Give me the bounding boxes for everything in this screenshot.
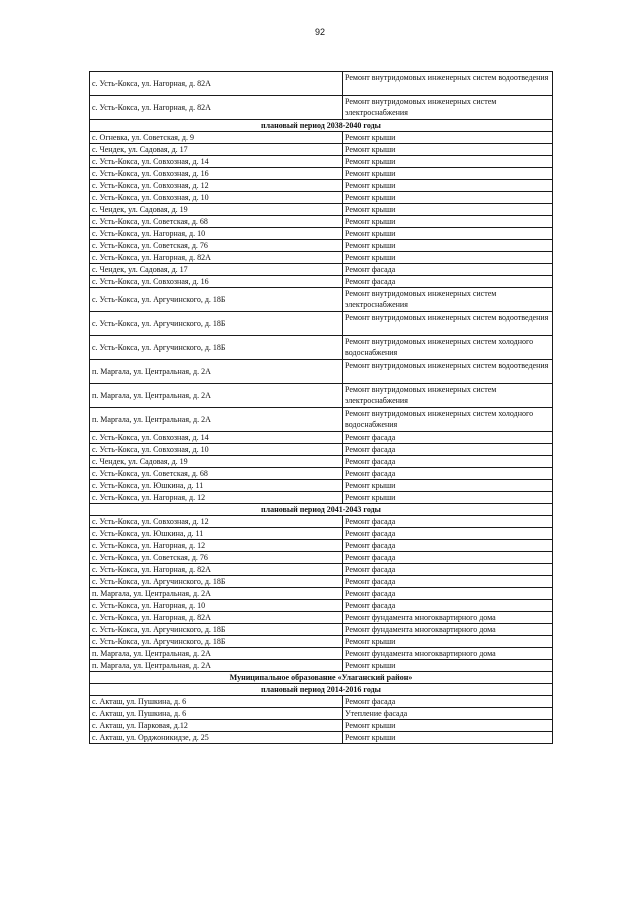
work-type-cell: Ремонт фасада <box>343 588 553 600</box>
address-cell: с. Усть-Кокса, ул. Советская, д. 68 <box>90 468 343 480</box>
work-type-cell: Ремонт внутридомовых инженерных систем электроснабжения <box>343 96 553 120</box>
work-type-cell: Ремонт фасада <box>343 528 553 540</box>
table-row <box>90 72 553 96</box>
table-row <box>90 288 553 312</box>
address-cell: с. Усть-Кокса, ул. Совхозная, д. 16 <box>90 276 343 288</box>
table-row <box>90 336 553 360</box>
address-cell: с. Усть-Кокса, ул. Нагорная, д. 82А <box>90 612 343 624</box>
table-row <box>90 636 553 648</box>
repair-works-table <box>89 71 553 744</box>
table-row <box>90 228 553 240</box>
table-row <box>90 564 553 576</box>
address-cell: с. Чендек, ул. Садовая, д. 19 <box>90 204 343 216</box>
address-cell: п. Маргала, ул. Центральная, д. 2А <box>90 360 343 384</box>
address-cell: с. Усть-Кокса, ул. Советская, д. 76 <box>90 240 343 252</box>
table-row <box>90 444 553 456</box>
address-cell: с. Усть-Кокса, ул. Нагорная, д. 12 <box>90 540 343 552</box>
table-row <box>90 408 553 432</box>
work-type-cell: Ремонт фасада <box>343 576 553 588</box>
work-type-cell: Ремонт внутридомовых инженерных систем водоотведения <box>343 312 553 336</box>
address-cell: с. Усть-Кокса, ул. Советская, д. 68 <box>90 216 343 228</box>
work-type-cell: Ремонт крыши <box>343 732 553 744</box>
table-body <box>90 72 553 744</box>
table-row <box>90 528 553 540</box>
work-type-cell: Ремонт крыши <box>343 144 553 156</box>
work-type-cell: Ремонт внутридомовых инженерных систем электроснабжения <box>343 384 553 408</box>
table-row <box>90 708 553 720</box>
table-row <box>90 660 553 672</box>
table-row <box>90 96 553 120</box>
table-row <box>90 540 553 552</box>
work-type-cell: Ремонт фасада <box>343 432 553 444</box>
table-row <box>90 588 553 600</box>
address-cell: с. Чендек, ул. Садовая, д. 17 <box>90 264 343 276</box>
work-type-cell: Ремонт фасада <box>343 696 553 708</box>
address-cell: с. Усть-Кокса, ул. Юшкина, д. 11 <box>90 528 343 540</box>
section-title: Муниципальное образование «Улаганский район» <box>90 672 553 684</box>
work-type-cell: Ремонт крыши <box>343 228 553 240</box>
address-cell: с. Акташ, ул. Пушкина, д. 6 <box>90 696 343 708</box>
table-row <box>90 156 553 168</box>
work-type-cell: Ремонт крыши <box>343 480 553 492</box>
work-type-cell: Ремонт крыши <box>343 636 553 648</box>
address-cell: с. Усть-Кокса, ул. Нагорная, д. 82А <box>90 564 343 576</box>
address-cell: с. Усть-Кокса, ул. Юшкина, д. 11 <box>90 480 343 492</box>
address-cell: с. Усть-Кокса, ул. Совхозная, д. 12 <box>90 180 343 192</box>
address-cell: п. Маргала, ул. Центральная, д. 2А <box>90 660 343 672</box>
section-header-row <box>90 504 553 516</box>
address-cell: с. Усть-Кокса, ул. Аргучинского, д. 18Б <box>90 336 343 360</box>
table-row <box>90 360 553 384</box>
section-header-row <box>90 120 553 132</box>
table-row <box>90 384 553 408</box>
table-row <box>90 468 553 480</box>
section-title: плановый период 2041-2043 годы <box>90 504 553 516</box>
work-type-cell: Ремонт крыши <box>343 492 553 504</box>
address-cell: с. Усть-Кокса, ул. Аргучинского, д. 18Б <box>90 636 343 648</box>
table-row <box>90 516 553 528</box>
work-type-cell: Ремонт фасада <box>343 540 553 552</box>
work-type-cell: Ремонт фасада <box>343 276 553 288</box>
work-type-cell: Ремонт фундамента многоквартирного дома <box>343 648 553 660</box>
work-type-cell: Ремонт фасада <box>343 600 553 612</box>
section-header-row <box>90 684 553 696</box>
address-cell: п. Маргала, ул. Центральная, д. 2А <box>90 384 343 408</box>
table-row <box>90 552 553 564</box>
address-cell: с. Усть-Кокса, ул. Совхозная, д. 14 <box>90 432 343 444</box>
work-type-cell: Ремонт крыши <box>343 132 553 144</box>
work-type-cell: Ремонт крыши <box>343 180 553 192</box>
address-cell: с. Акташ, ул. Орджоникидзе, д. 25 <box>90 732 343 744</box>
work-type-cell: Ремонт крыши <box>343 240 553 252</box>
work-type-cell: Ремонт внутридомовых инженерных систем водоотведения <box>343 72 553 96</box>
table-row <box>90 432 553 444</box>
table-row <box>90 204 553 216</box>
work-type-cell: Ремонт крыши <box>343 660 553 672</box>
work-type-cell: Ремонт фундамента многоквартирного дома <box>343 612 553 624</box>
work-type-cell: Ремонт внутридомовых инженерных систем водоотведения <box>343 360 553 384</box>
work-type-cell: Ремонт внутридомовых инженерных систем холодного водоснабжения <box>343 336 553 360</box>
work-type-cell: Ремонт крыши <box>343 192 553 204</box>
table-row <box>90 168 553 180</box>
address-cell: с. Усть-Кокса, ул. Нагорная, д. 10 <box>90 600 343 612</box>
table-row <box>90 624 553 636</box>
address-cell: с. Чендек, ул. Садовая, д. 17 <box>90 144 343 156</box>
address-cell: с. Акташ, ул. Пушкина, д. 6 <box>90 708 343 720</box>
table-row <box>90 696 553 708</box>
section-title: плановый период 2014-2016 годы <box>90 684 553 696</box>
work-type-cell: Ремонт фасада <box>343 264 553 276</box>
table-row <box>90 132 553 144</box>
work-type-cell: Ремонт крыши <box>343 216 553 228</box>
table-row <box>90 180 553 192</box>
work-type-cell: Ремонт фасада <box>343 444 553 456</box>
address-cell: с. Усть-Кокса, ул. Совхозная, д. 12 <box>90 516 343 528</box>
section-header-row <box>90 672 553 684</box>
work-type-cell: Ремонт крыши <box>343 204 553 216</box>
section-title: плановый период 2038-2040 годы <box>90 120 553 132</box>
address-cell: с. Усть-Кокса, ул. Аргучинского, д. 18Б <box>90 288 343 312</box>
address-cell: с. Усть-Кокса, ул. Совхозная, д. 14 <box>90 156 343 168</box>
table-row <box>90 252 553 264</box>
work-type-cell: Ремонт фундамента многоквартирного дома <box>343 624 553 636</box>
address-cell: с. Усть-Кокса, ул. Нагорная, д. 82А <box>90 96 343 120</box>
address-cell: п. Маргала, ул. Центральная, д. 2А <box>90 588 343 600</box>
table-row <box>90 492 553 504</box>
table-row <box>90 456 553 468</box>
work-type-cell: Ремонт крыши <box>343 720 553 732</box>
address-cell: с. Усть-Кокса, ул. Нагорная, д. 10 <box>90 228 343 240</box>
address-cell: с. Усть-Кокса, ул. Совхозная, д. 16 <box>90 168 343 180</box>
work-type-cell: Ремонт фасада <box>343 564 553 576</box>
table-row <box>90 216 553 228</box>
work-type-cell: Ремонт внутридомовых инженерных систем холодного водоснабжения <box>343 408 553 432</box>
table-row <box>90 144 553 156</box>
table-row <box>90 264 553 276</box>
table-row <box>90 732 553 744</box>
address-cell: с. Акташ, ул. Парковая, д.12 <box>90 720 343 732</box>
work-type-cell: Ремонт фасада <box>343 468 553 480</box>
work-type-cell: Ремонт крыши <box>343 252 553 264</box>
address-cell: с. Усть-Кокса, ул. Советская, д. 76 <box>90 552 343 564</box>
work-type-cell: Ремонт фасада <box>343 516 553 528</box>
table-row <box>90 312 553 336</box>
address-cell: п. Маргала, ул. Центральная, д. 2А <box>90 408 343 432</box>
address-cell: с. Усть-Кокса, ул. Совхозная, д. 10 <box>90 192 343 204</box>
address-cell: с. Усть-Кокса, ул. Нагорная, д. 12 <box>90 492 343 504</box>
table-row <box>90 720 553 732</box>
work-type-cell: Утепление фасада <box>343 708 553 720</box>
work-type-cell: Ремонт фасада <box>343 552 553 564</box>
address-cell: п. Маргала, ул. Центральная, д. 2А <box>90 648 343 660</box>
work-type-cell: Ремонт фасада <box>343 456 553 468</box>
table-row <box>90 276 553 288</box>
table-row <box>90 612 553 624</box>
address-cell: с. Усть-Кокса, ул. Аргучинского, д. 18Б <box>90 624 343 636</box>
page-number: 92 <box>314 27 325 37</box>
address-cell: с. Усть-Кокса, ул. Нагорная, д. 82А <box>90 252 343 264</box>
table-row <box>90 600 553 612</box>
address-cell: с. Усть-Кокса, ул. Аргучинского, д. 18Б <box>90 312 343 336</box>
address-cell: с. Усть-Кокса, ул. Совхозная, д. 10 <box>90 444 343 456</box>
table-row <box>90 240 553 252</box>
table-row <box>90 192 553 204</box>
work-type-cell: Ремонт крыши <box>343 168 553 180</box>
address-cell: с. Усть-Кокса, ул. Аргучинского, д. 18Б <box>90 576 343 588</box>
address-cell: с. Чендек, ул. Садовая, д. 19 <box>90 456 343 468</box>
table-row <box>90 480 553 492</box>
address-cell: с. Усть-Кокса, ул. Нагорная, д. 82А <box>90 72 343 96</box>
table-row <box>90 648 553 660</box>
work-type-cell: Ремонт внутридомовых инженерных систем электроснабжения <box>343 288 553 312</box>
work-type-cell: Ремонт крыши <box>343 156 553 168</box>
address-cell: с. Огневка, ул. Советская, д. 9 <box>90 132 343 144</box>
table-row <box>90 576 553 588</box>
